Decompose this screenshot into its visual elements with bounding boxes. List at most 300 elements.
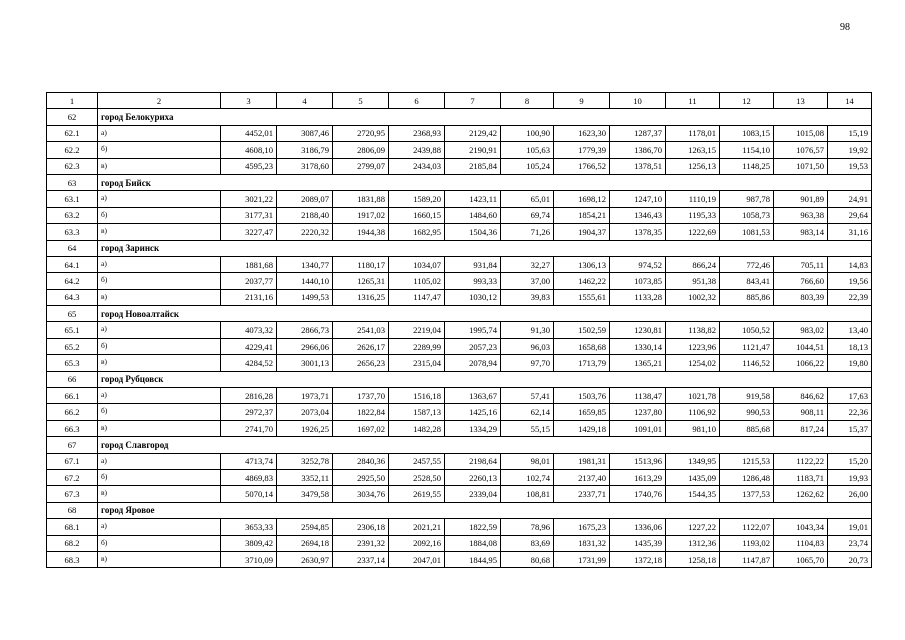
row-variant: в) [98,551,221,567]
table-cell: 1944,38 [333,224,389,240]
table-cell: 1043,34 [774,519,828,535]
table-cell: 1435,09 [666,469,720,485]
row-variant: а) [98,519,221,535]
table-cell: 1482,28 [389,420,445,436]
table-cell: 1334,29 [445,420,501,436]
table-cell: 1247,10 [610,191,666,207]
table-cell: 931,84 [445,256,501,272]
table-cell: 1030,12 [445,289,501,305]
group-name: город Новоалтайск [98,306,872,322]
table-cell: 1222,69 [666,224,720,240]
table-cell: 3710,09 [221,551,277,567]
table-cell: 4608,10 [221,142,277,158]
table-cell: 1917,02 [333,207,389,223]
table-cell: 2185,84 [445,158,501,174]
table-cell: 15,37 [828,420,872,436]
table-cell: 55,15 [501,420,554,436]
table-cell: 2337,14 [333,551,389,567]
table-cell: 91,30 [501,322,554,338]
table-cell: 2619,55 [389,486,445,502]
table-row [47,273,872,289]
column-header: 11 [666,93,720,109]
table-cell: 2720,95 [333,125,389,141]
row-variant: в) [98,158,221,174]
table-cell: 974,52 [610,256,666,272]
table-cell: 22,36 [828,404,872,420]
table-cell: 2198,64 [445,453,501,469]
table-cell: 1973,71 [277,388,333,404]
table-cell: 1844,95 [445,551,501,567]
row-variant: в) [98,486,221,502]
table-row [47,388,872,404]
table-cell: 4229,41 [221,338,277,354]
table-cell: 1146,52 [720,355,774,371]
row-variant: в) [98,289,221,305]
table-cell: 19,93 [828,469,872,485]
table-cell: 1180,17 [333,256,389,272]
table-cell: 3021,22 [221,191,277,207]
table-cell: 2741,70 [221,420,277,436]
table-cell: 1034,07 [389,256,445,272]
table-cell: 1065,70 [774,551,828,567]
group-code: 65 [47,306,98,322]
table-row [47,486,872,502]
row-variant: а) [98,388,221,404]
table-cell: 62,14 [501,404,554,420]
row-code: 68.2 [47,535,98,551]
table-cell: 1831,32 [554,535,610,551]
table-cell: 3177,31 [221,207,277,223]
table-cell: 2694,18 [277,535,333,551]
table-cell: 2339,04 [445,486,501,502]
tariff-table [46,92,872,568]
table-cell: 3186,79 [277,142,333,158]
table-cell: 2866,73 [277,322,333,338]
table-cell: 1363,67 [445,388,501,404]
table-cell: 3252,78 [277,453,333,469]
table-cell: 2457,55 [389,453,445,469]
table-cell: 1193,02 [720,535,774,551]
table-cell: 37,00 [501,273,554,289]
table-cell: 1081,53 [720,224,774,240]
table-cell: 102,74 [501,469,554,485]
table-cell: 1083,15 [720,125,774,141]
table-cell: 817,24 [774,420,828,436]
table-cell: 3178,60 [277,158,333,174]
table-cell: 1831,88 [333,191,389,207]
table-cell: 772,46 [720,256,774,272]
group-row [47,240,872,256]
table-cell: 22,39 [828,289,872,305]
table-cell: 24,91 [828,191,872,207]
table-cell: 19,53 [828,158,872,174]
table-cell: 1822,84 [333,404,389,420]
table-cell: 2594,85 [277,519,333,535]
table-cell: 105,24 [501,158,554,174]
table-cell: 1258,18 [666,551,720,567]
row-code: 66.2 [47,404,98,420]
table-cell: 901,89 [774,191,828,207]
table-cell: 1237,80 [610,404,666,420]
table-row [47,469,872,485]
table-cell: 13,40 [828,322,872,338]
column-header: 7 [445,93,501,109]
table-cell: 2966,06 [277,338,333,354]
table-cell: 1091,01 [610,420,666,436]
table-cell: 1779,39 [554,142,610,158]
table-cell: 1110,19 [666,191,720,207]
table-cell: 846,62 [774,388,828,404]
table-cell: 2057,23 [445,338,501,354]
row-code: 64.3 [47,289,98,305]
row-variant: а) [98,453,221,469]
table-row [47,322,872,338]
table-cell: 4869,83 [221,469,277,485]
row-variant: б) [98,207,221,223]
table-cell: 1926,25 [277,420,333,436]
table-cell: 1660,15 [389,207,445,223]
group-row [47,306,872,322]
column-header: 10 [610,93,666,109]
table-cell: 19,92 [828,142,872,158]
row-variant: б) [98,535,221,551]
table-cell: 866,24 [666,256,720,272]
table-cell: 1589,20 [389,191,445,207]
table-cell: 1429,18 [554,420,610,436]
table-cell: 1698,12 [554,191,610,207]
table-cell: 39,83 [501,289,554,305]
table-cell: 5070,14 [221,486,277,502]
row-code: 63.2 [47,207,98,223]
table-cell: 1316,25 [333,289,389,305]
table-cell: 3227,47 [221,224,277,240]
table-cell: 1076,57 [774,142,828,158]
table-cell: 2337,71 [554,486,610,502]
table-cell: 2129,42 [445,125,501,141]
row-code: 67.3 [47,486,98,502]
table-cell: 26,00 [828,486,872,502]
row-variant: а) [98,125,221,141]
table-cell: 1215,53 [720,453,774,469]
table-cell: 2656,23 [333,355,389,371]
table-cell: 1587,13 [389,404,445,420]
group-code: 62 [47,109,98,125]
row-code: 67.2 [47,469,98,485]
table-cell: 1147,47 [389,289,445,305]
table-cell: 3001,13 [277,355,333,371]
row-code: 64.1 [47,256,98,272]
group-name: город Славгород [98,437,872,453]
table-row [47,535,872,551]
group-code: 68 [47,502,98,518]
table-cell: 2047,01 [389,551,445,567]
table-row [47,142,872,158]
row-code: 68.1 [47,519,98,535]
table-cell: 1854,21 [554,207,610,223]
table-cell: 83,69 [501,535,554,551]
table-cell: 71,26 [501,224,554,240]
table-cell: 1766,52 [554,158,610,174]
table-cell: 2137,40 [554,469,610,485]
group-name: город Заринск [98,240,872,256]
table-cell: 1435,39 [610,535,666,551]
table-cell: 1675,23 [554,519,610,535]
table-cell: 1287,37 [610,125,666,141]
table-cell: 17,63 [828,388,872,404]
table-cell: 2037,77 [221,273,277,289]
column-header: 13 [774,93,828,109]
group-row [47,437,872,453]
table-cell: 1148,25 [720,158,774,174]
table-row [47,453,872,469]
table-cell: 1372,18 [610,551,666,567]
table-cell: 1981,31 [554,453,610,469]
table-cell: 69,74 [501,207,554,223]
table-cell: 3087,46 [277,125,333,141]
table-row [47,338,872,354]
table-cell: 1256,13 [666,158,720,174]
table-cell: 1346,43 [610,207,666,223]
table-cell: 1178,01 [666,125,720,141]
table-cell: 803,39 [774,289,828,305]
group-code: 67 [47,437,98,453]
row-code: 65.2 [47,338,98,354]
table-cell: 1613,29 [610,469,666,485]
table-cell: 987,78 [720,191,774,207]
table-cell: 1121,47 [720,338,774,354]
table-cell: 983,14 [774,224,828,240]
table-cell: 1659,85 [554,404,610,420]
row-code: 66.3 [47,420,98,436]
table-row [47,256,872,272]
table-cell: 2816,28 [221,388,277,404]
table-cell: 2092,16 [389,535,445,551]
table-cell: 4284,52 [221,355,277,371]
row-code: 65.3 [47,355,98,371]
column-header: 8 [501,93,554,109]
table-cell: 4713,74 [221,453,277,469]
table-row [47,519,872,535]
table-cell: 1884,08 [445,535,501,551]
table-cell: 1262,62 [774,486,828,502]
table-cell: 1021,78 [666,388,720,404]
table-cell: 1147,87 [720,551,774,567]
row-code: 68.3 [47,551,98,567]
table-row [47,191,872,207]
table-cell: 19,56 [828,273,872,289]
table-cell: 885,86 [720,289,774,305]
table-cell: 1904,37 [554,224,610,240]
row-variant: а) [98,256,221,272]
page-number: 98 [840,22,850,33]
table-cell: 2925,50 [333,469,389,485]
table-row [47,207,872,223]
table-cell: 2190,91 [445,142,501,158]
table-cell: 1286,48 [720,469,774,485]
table-cell: 1386,70 [610,142,666,158]
header-row [47,93,872,109]
table-cell: 1154,10 [720,142,774,158]
table-cell: 963,38 [774,207,828,223]
table-cell: 1330,14 [610,338,666,354]
row-code: 64.2 [47,273,98,289]
table-cell: 2391,32 [333,535,389,551]
table-cell: 1697,02 [333,420,389,436]
table-cell: 1378,51 [610,158,666,174]
group-name: город Белокуриха [98,109,872,125]
table-cell: 1378,35 [610,224,666,240]
table-cell: 1122,07 [720,519,774,535]
row-code: 62.3 [47,158,98,174]
table-cell: 4595,23 [221,158,277,174]
column-header: 3 [221,93,277,109]
table-cell: 1071,50 [774,158,828,174]
table-cell: 1073,85 [610,273,666,289]
group-row [47,174,872,190]
table-cell: 2078,94 [445,355,501,371]
table-cell: 1183,71 [774,469,828,485]
table-cell: 1050,52 [720,322,774,338]
table-cell: 32,27 [501,256,554,272]
table-cell: 31,16 [828,224,872,240]
table-cell: 15,19 [828,125,872,141]
row-variant: а) [98,322,221,338]
table-cell: 1263,15 [666,142,720,158]
table-cell: 2306,18 [333,519,389,535]
table-cell: 1713,79 [554,355,610,371]
table-cell: 1340,77 [277,256,333,272]
table-cell: 96,03 [501,338,554,354]
table-cell: 1658,68 [554,338,610,354]
table-cell: 1058,73 [720,207,774,223]
row-variant: а) [98,191,221,207]
table-cell: 1462,22 [554,273,610,289]
row-variant: в) [98,355,221,371]
table-cell: 1122,22 [774,453,828,469]
column-header: 12 [720,93,774,109]
table-cell: 14,83 [828,256,872,272]
column-header: 9 [554,93,610,109]
table-row [47,420,872,436]
table-cell: 19,80 [828,355,872,371]
table-cell: 2315,04 [389,355,445,371]
table-cell: 1513,96 [610,453,666,469]
table-cell: 993,33 [445,273,501,289]
table-cell: 2368,93 [389,125,445,141]
table-cell: 1015,08 [774,125,828,141]
table-cell: 1484,60 [445,207,501,223]
table-cell: 1106,92 [666,404,720,420]
table-cell: 29,64 [828,207,872,223]
table-cell: 2799,07 [333,158,389,174]
table-row [47,224,872,240]
column-header: 4 [277,93,333,109]
table-cell: 1682,95 [389,224,445,240]
column-header: 5 [333,93,389,109]
table-cell: 1223,96 [666,338,720,354]
table-cell: 1423,11 [445,191,501,207]
table-cell: 105,63 [501,142,554,158]
table-cell: 1555,61 [554,289,610,305]
table-cell: 1002,32 [666,289,720,305]
table-cell: 23,74 [828,535,872,551]
table-cell: 3809,42 [221,535,277,551]
table-cell: 15,20 [828,453,872,469]
table-body [47,93,872,568]
row-variant: б) [98,338,221,354]
row-code: 62.1 [47,125,98,141]
table-cell: 2220,32 [277,224,333,240]
table-cell: 1544,35 [666,486,720,502]
row-code: 62.2 [47,142,98,158]
table-cell: 1265,31 [333,273,389,289]
table-cell: 4073,32 [221,322,277,338]
table-cell: 2219,04 [389,322,445,338]
group-row [47,371,872,387]
table-cell: 1044,51 [774,338,828,354]
table-cell: 1349,95 [666,453,720,469]
table-cell: 2073,04 [277,404,333,420]
table-cell: 78,96 [501,519,554,535]
column-header: 2 [98,93,221,109]
table-cell: 20,73 [828,551,872,567]
table-cell: 1440,10 [277,273,333,289]
table-cell: 705,11 [774,256,828,272]
table-cell: 908,11 [774,404,828,420]
column-header: 6 [389,93,445,109]
group-row [47,109,872,125]
table-cell: 1254,02 [666,355,720,371]
table-cell: 1105,02 [389,273,445,289]
group-code: 64 [47,240,98,256]
table-cell: 1516,18 [389,388,445,404]
table-cell: 1425,16 [445,404,501,420]
table-cell: 18,13 [828,338,872,354]
table-cell: 80,68 [501,551,554,567]
table-row [47,551,872,567]
table-cell: 98,01 [501,453,554,469]
table-cell: 2131,16 [221,289,277,305]
table-cell: 1740,76 [610,486,666,502]
group-name: город Яровое [98,502,872,518]
table-cell: 2541,03 [333,322,389,338]
table-cell: 2089,07 [277,191,333,207]
row-variant: б) [98,404,221,420]
row-code: 65.1 [47,322,98,338]
table-cell: 2806,09 [333,142,389,158]
row-variant: в) [98,420,221,436]
table-cell: 1737,70 [333,388,389,404]
row-variant: б) [98,469,221,485]
table-cell: 65,01 [501,191,554,207]
table-cell: 2188,40 [277,207,333,223]
table-row [47,355,872,371]
table-cell: 1499,53 [277,289,333,305]
group-code: 66 [47,371,98,387]
table-cell: 1365,21 [610,355,666,371]
table-cell: 885,68 [720,420,774,436]
group-code: 63 [47,174,98,190]
row-code: 63.3 [47,224,98,240]
table-cell: 4452,01 [221,125,277,141]
row-code: 67.1 [47,453,98,469]
table-cell: 1731,99 [554,551,610,567]
table-cell: 1230,81 [610,322,666,338]
table-cell: 97,70 [501,355,554,371]
table-row [47,125,872,141]
row-variant: в) [98,224,221,240]
row-variant: б) [98,273,221,289]
